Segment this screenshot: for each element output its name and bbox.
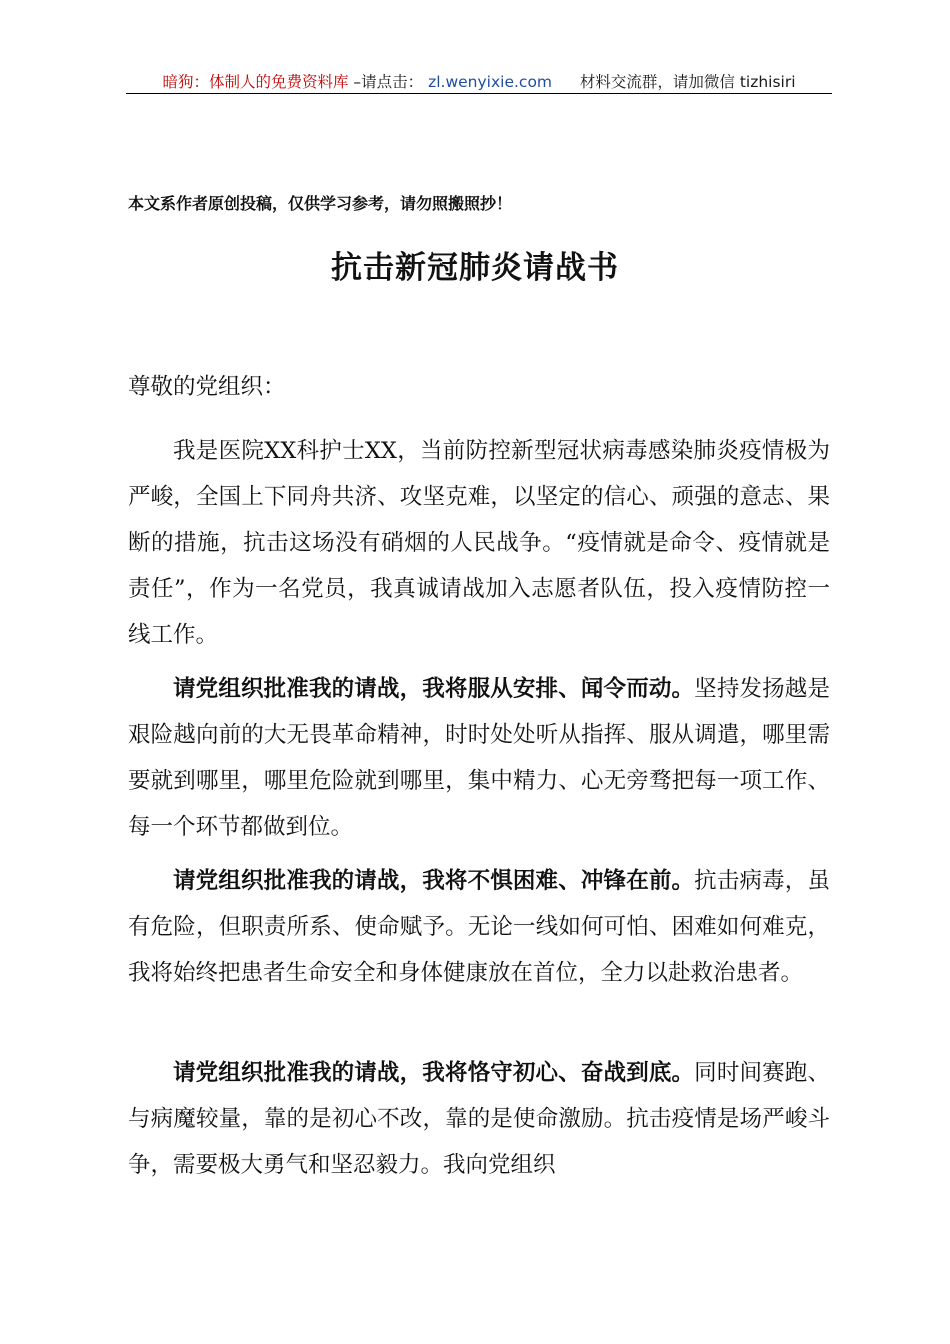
paragraph-lead: 请党组织批准我的请战，我将恪守初心、奋战到底。 (173, 1060, 695, 1086)
body-paragraph (128, 666, 830, 850)
originality-notice: 本文系作者原创投稿，仅供学习参考，请勿照搬照抄！ (128, 194, 513, 213)
body-paragraph (128, 858, 830, 996)
header-url-link[interactable]: zl.wenyixie.com (428, 73, 553, 91)
body-paragraph (128, 428, 830, 658)
paragraph-lead: 请党组织批准我的请战，我将不惧困难、冲锋在前。 (173, 868, 695, 894)
paragraph-lead: 请党组织批准我的请战，我将服从安排、闻令而动。 (173, 676, 695, 702)
paragraph-text: 同时间赛跑、与病魔较量，靠的是初心不改，靠的是使命激励。抗击疫情是场严峻斗争，需要极大勇气和坚忍毅力。我向党组织 (128, 1060, 830, 1178)
header-source-name: 暗狗：体制人的免费资料库 (162, 73, 349, 91)
paragraph-text: 抗击病毒，虽有危险，但职责所系、使命赋予。无论一线如何可怕、困难如何难克，我将始终把患者生命安全和身体健康放在首位，全力以赴救治患者。 (128, 868, 830, 986)
paragraph-text: 坚持发扬越是艰险越向前的大无畏革命精神，时时处处听从指挥、服从调遣，哪里需要就到哪里，哪里危险就到哪里，集中精力、心无旁骛把每一项工作、每一个环节都做到位。 (128, 676, 830, 840)
body-paragraph (128, 1050, 830, 1188)
document-title: 抗击新冠肺炎请战书 (331, 250, 619, 286)
salutation: 尊敬的党组织： (128, 374, 286, 400)
paragraph-text: 我是医院XX科护士XX，当前防控新型冠状病毒感染肺炎疫情极为严峻，全国上下同舟共济、攻坚克难，以坚定的信心、顽强的意志、果断的措施，抗击这场没有硝烟的人民战争。“疫情就是命令、疫情就是责任”，作为一名党员，我真诚请战加入志愿者队伍，投入疫情防控一线工作。 (128, 438, 830, 648)
header-divider (126, 93, 832, 94)
header-wechat-note: 材料交流群，请加微信 tizhisiri (579, 73, 796, 91)
header-click-prompt: –请点击： (353, 73, 424, 91)
